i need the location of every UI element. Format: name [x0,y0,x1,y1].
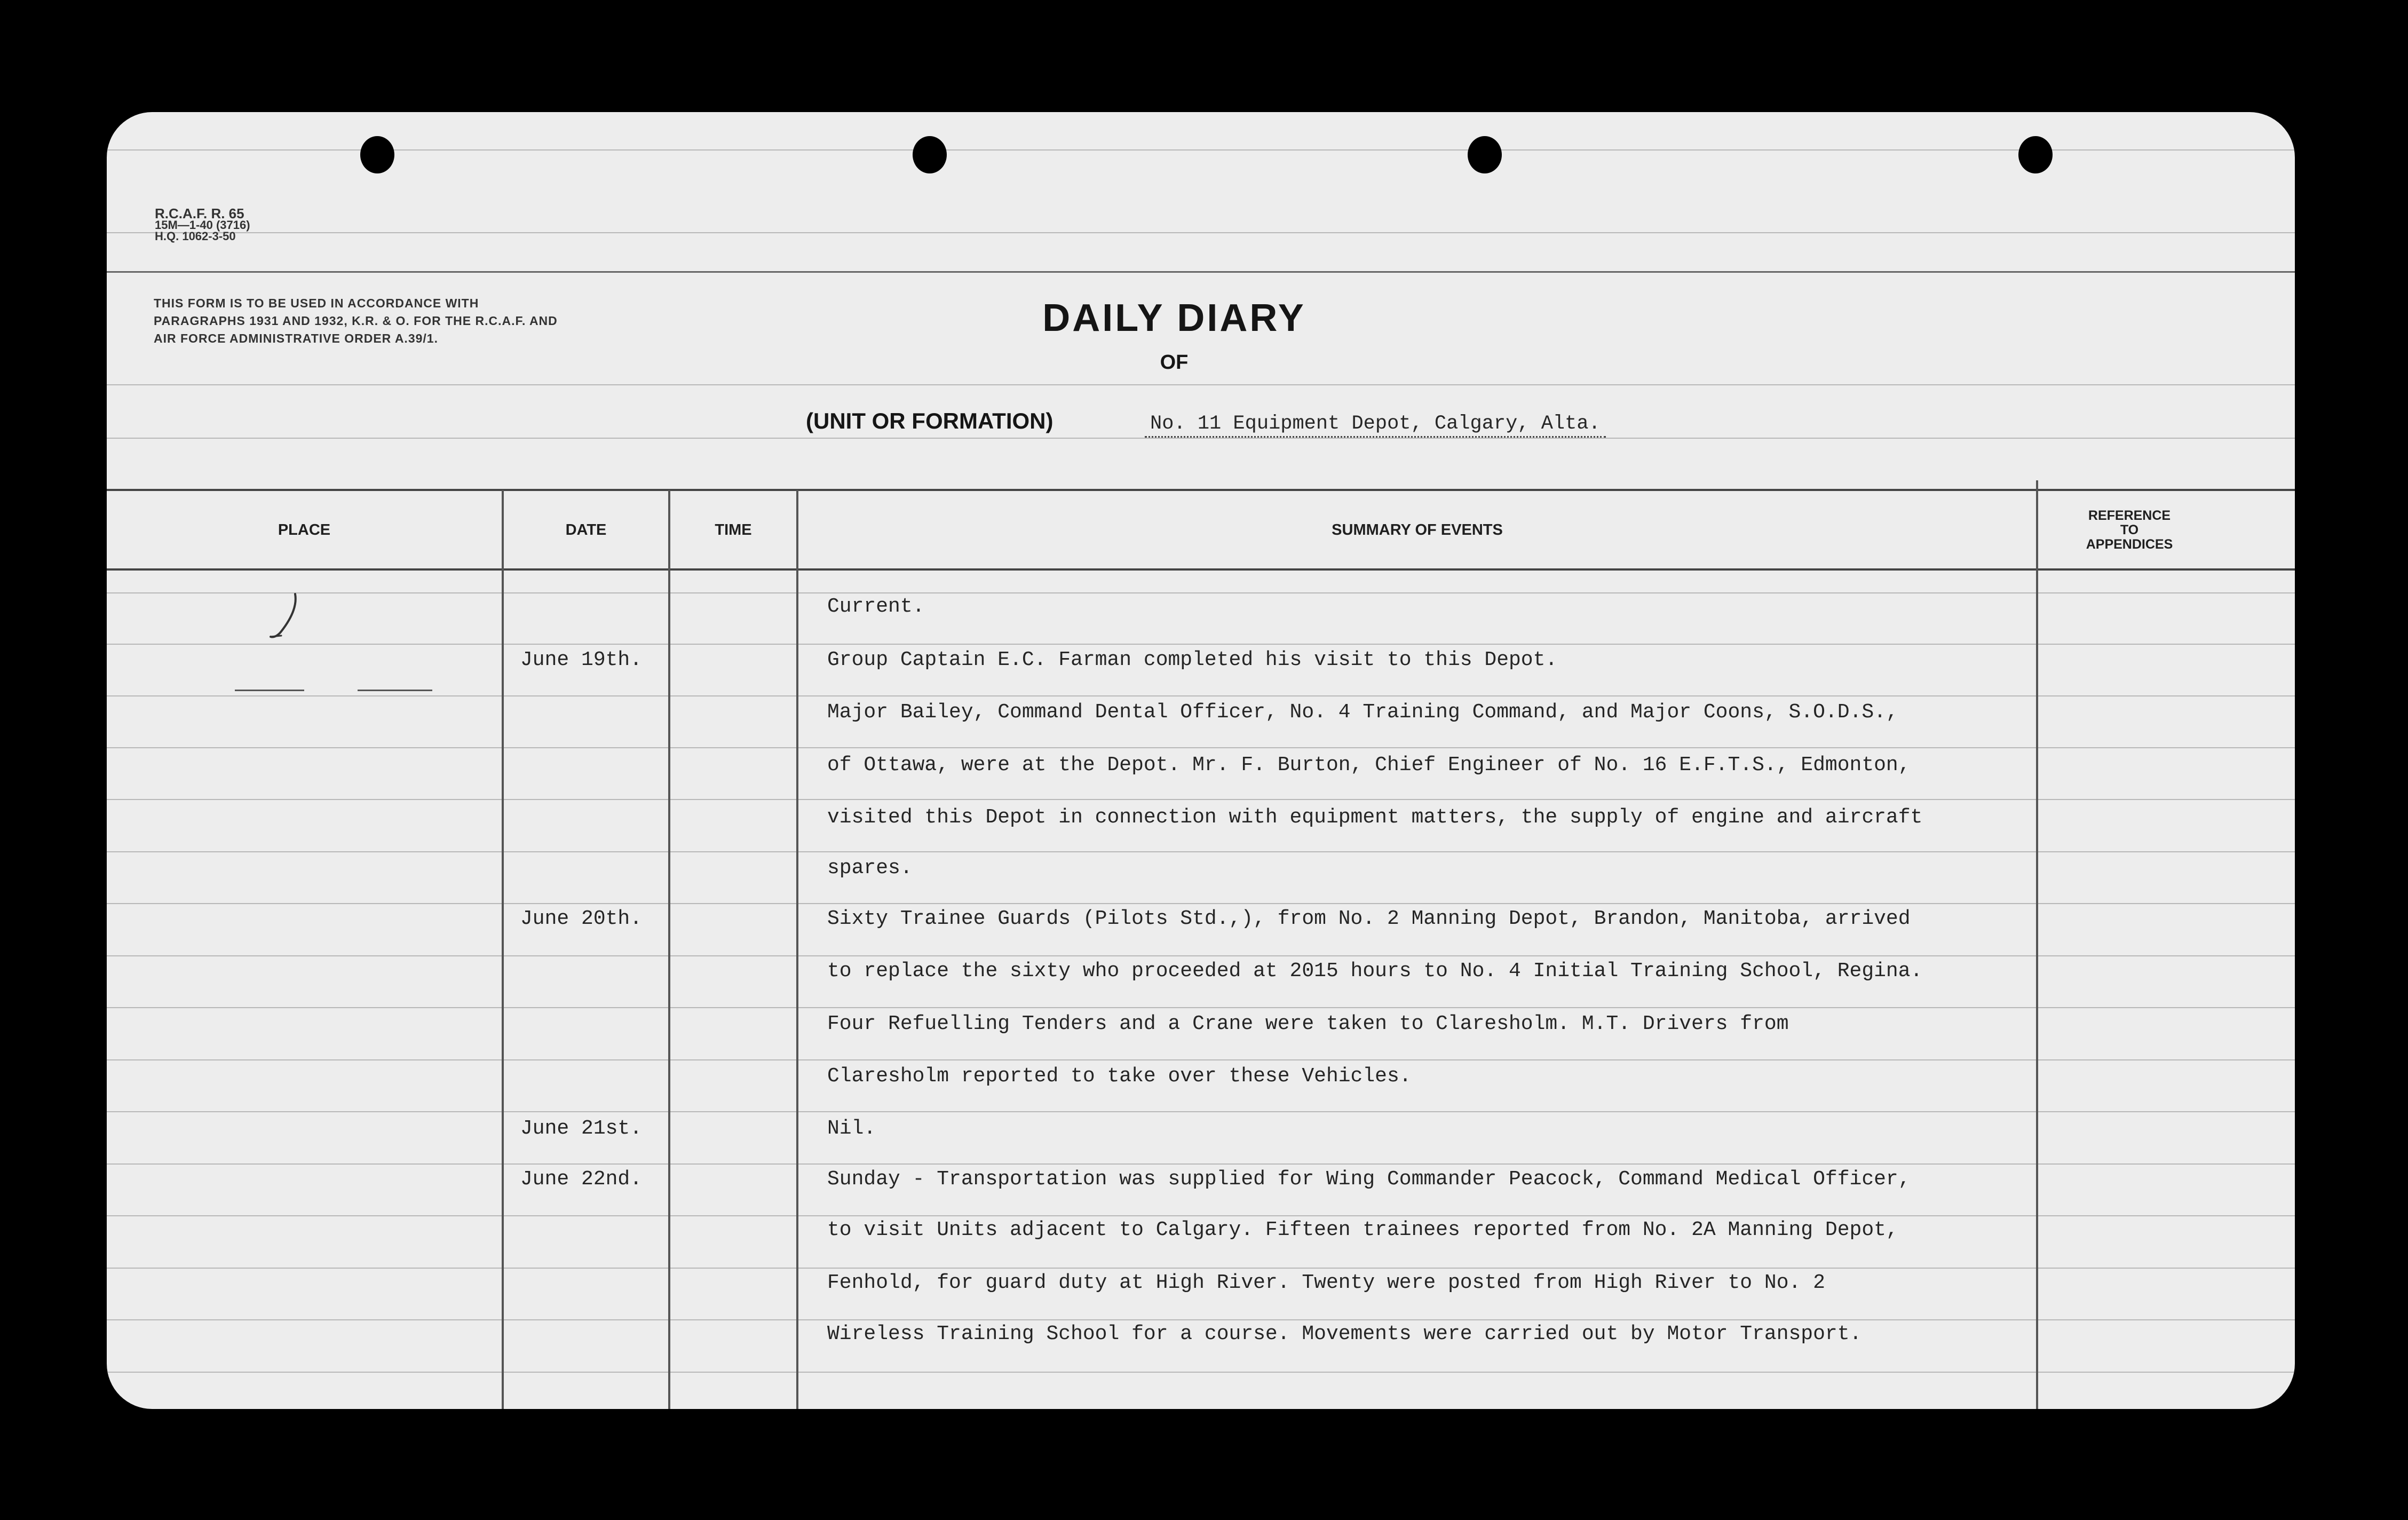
date-entry: June 22nd. [520,1168,643,1191]
form-number-line: R.C.A.F. R. 65 [155,205,244,221]
ruled-line [107,695,2295,696]
dash-mark [358,690,432,691]
ruled-line [107,1007,2295,1008]
form-number-line: H.Q. 1062-3-50 [155,229,236,243]
event-line: of Ottawa, were at the Depot. Mr. F. Burton, Chief Engineer of No. 16 E.F.T.S., Edmonton, [827,754,1911,777]
event-line: Wireless Training School for a course. Movements were carried out by Motor Transport. [827,1323,1862,1345]
ruled-line [107,799,2295,800]
ruled-line [107,851,2295,852]
column-header-reference-label: REFERENCE TO APPENDICES [2086,508,2173,552]
event-line: visited this Depot in connection with equipment matters, the supply of engine and aircraft [827,806,1923,829]
column-header-time: TIME [715,521,752,539]
column-header-place: PLACE [278,521,331,539]
ruled-line [107,232,2295,233]
binder-hole [2018,136,2053,173]
check-mark [270,590,307,648]
event-line: to replace the sixty who proceeded at 2015 hours to No. 4 Initial Training School, Regina. [827,960,1923,983]
form-number-line: 15M—1-40 (3716) [155,218,250,232]
event-line: Nil. [827,1117,876,1140]
header-separator [107,271,2295,273]
page-title: DAILY DIARY [1042,297,1306,339]
event-line: Fenhold, for guard duty at High River. Twenty were posted from High River to No. 2 [827,1271,1825,1294]
binder-hole [913,136,947,173]
date-entry: June 19th. [520,648,643,671]
ruled-line [107,1268,2295,1269]
event-line: Sixty Trainee Guards (Pilots Std.,), from No. 2 Manning Depot, Brandon, Manitoba, arrived [827,907,1911,930]
ruled-line [107,955,2295,956]
event-line: Claresholm reported to take over these Vehicles. [827,1065,1412,1088]
unit-label: (UNIT OR FORMATION) [806,408,1054,433]
event-line: Current. [827,595,925,618]
ruled-line [107,1215,2295,1216]
column-header-reference [2039,490,2220,570]
ruled-line [107,644,2295,645]
binder-hole [360,136,394,173]
ruled-line [107,592,2295,593]
event-line: Four Refuelling Tenders and a Crane were taken to Claresholm. M.T. Drivers from [827,1012,1789,1035]
ruled-line [107,438,2295,439]
ruled-line [107,1111,2295,1112]
title-of: OF [1160,351,1189,374]
binder-hole [1468,136,1502,173]
unit-value: No. 11 Equipment Depot, Calgary, Alta. [1145,413,1606,438]
date-entry: June 21st. [520,1117,643,1140]
column-divider [796,490,798,1409]
date-entry: June 20th. [520,907,643,930]
event-line: Group Captain E.C. Farman completed his visit to this Depot. [827,648,1558,671]
event-line: to visit Units adjacent to Calgary. Fifteen trainees reported from No. 2A Manning Depot, [827,1218,1898,1241]
column-divider [2036,480,2038,1409]
column-header-summary: SUMMARY OF EVENTS [1332,521,1503,539]
event-line: Sunday - Transportation was supplied for Wing Commander Peacock, Command Medical Officer, [827,1168,1911,1191]
event-line: Major Bailey, Command Dental Officer, No. 4 Training Command, and Major Coons, S.O.D.S., [827,701,1898,724]
ruled-line [107,384,2295,385]
dash-mark [235,690,304,691]
ruled-line [107,1059,2295,1060]
ruled-line [107,149,2295,151]
diary-page [107,112,2295,1409]
ruled-line [107,1319,2295,1320]
column-divider [668,490,670,1409]
ruled-line [107,1163,2295,1165]
column-divider [502,490,504,1409]
ruled-line [107,1372,2295,1373]
form-instructions: THIS FORM IS TO BE USED IN ACCORDANCE WITH PARAGRAPHS 1931 AND 1932, K.R. & O. FOR THE R.C.A.F. AND AIR FORCE ADMINISTRATIVE ORDER A.39/1. [154,296,558,345]
form-number [155,205,250,243]
ruled-line [107,747,2295,748]
column-header-date: DATE [565,521,607,539]
event-line: spares. [827,857,913,880]
ruled-line [107,903,2295,904]
